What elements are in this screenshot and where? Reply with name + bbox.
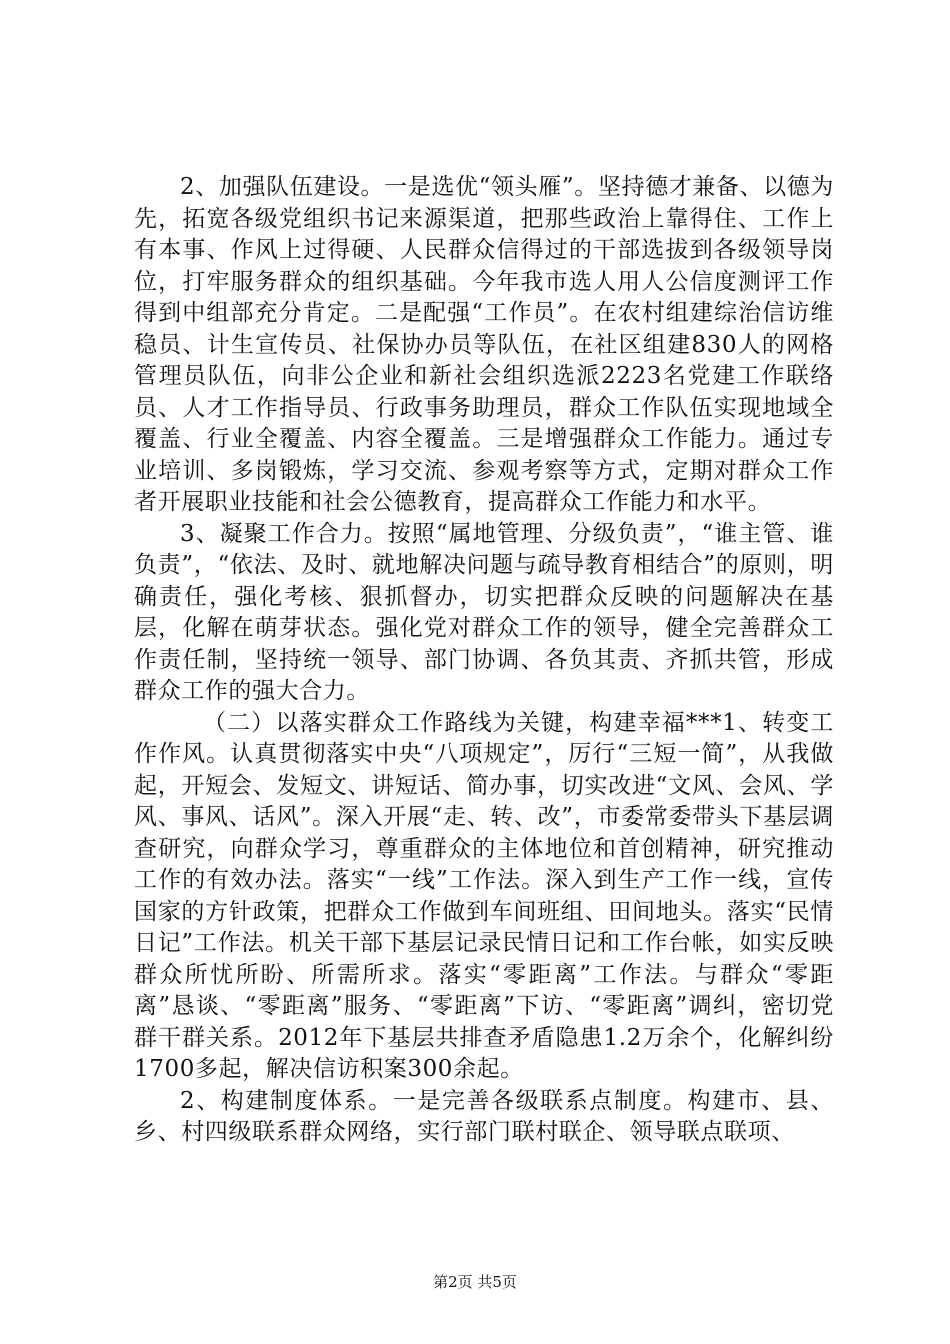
paragraph-work-synergy: 3、凝聚工作合力。按照“属地管理、分级负责”，“谁主管、谁负责”，“依法、及时、就地解决问题与疏导教育相结合”的原则，明确责任，强化考核、狠抓督办，切实把群众反映的问题解决在基层，化解在萌芽状态。强化党对群众工作的领导，健全完善群众工作责任制，坚持统一领导、部门协调、各负其责、齐抓共管，形成群众工作的强大合力。 <box>134 520 834 704</box>
page-footer: 第2页 共5页 <box>433 1273 517 1291</box>
paragraph-work-style: （二）以落实群众工作路线为关键，构建幸福***1、转变工作作风。认真贯彻落实中央“八项规定”，厉行“三短一简”，从我做起，开短会、发短文、讲短话、简办事，切实改进“文风、会风、学风、事风、话风”。深入开展“走、转、改”，市委常委带头下基层调查研究，向群众学习，尊重群众的主体地位和首创精神，研究推动工作的有效办法。落实“一线”工作法。深入到生产工作一线，宣传国家的方针政策，把群众工作做到车间班组、田间地头。落实“民情日记”工作法。机关干部下基层记录民情日记和工作台帐，如实反映群众所忧所盼、所需所求。落实“零距离”工作法。与群众“零距离”恳谈、“零距离”服务、“零距离”下访、“零距离”调纠，密切党群干群关系。2012年下基层共排查矛盾隐患1.2万余个，化解纠纷1700多起，解决信访积案300余起。 <box>134 709 834 1082</box>
paragraph-team-building: 2、加强队伍建设。一是选优“领头雁”。坚持德才兼备、以德为先，拓宽各级党组织书记来源渠道，把那些政治上靠得住、工作上有本事、作风上过得硬、人民群众信得过的干部选拔到各级领导岗位，打牢服务群众的组织基础。今年我市选人用人公信度测评工作得到中组部充分肯定。二是配强“工作员”。在农村组建综治信访维稳员、计生宣传员、社保协办员等队伍，在社区组建830人的网格管理员队伍，向非公企业和新社会组织选派2223名党建工作联络员、人才工作指导员、行政事务助理员，群众工作队伍实现地域全覆盖、行业全覆盖、内容全覆盖。三是增强群众工作能力。通过专业培训、多岗锻炼，学习交流、参观考察等方式，定期对群众工作者开展职业技能和社会公德教育，提高群众工作能力和水平。 <box>134 174 834 515</box>
paragraph-system-building: 2、构建制度体系。一是完善各级联系点制度。构建市、县、乡、村四级联系群众网络，实行部门联村联企、领导联点联项、 <box>134 1087 834 1145</box>
document-body <box>134 172 834 1149</box>
